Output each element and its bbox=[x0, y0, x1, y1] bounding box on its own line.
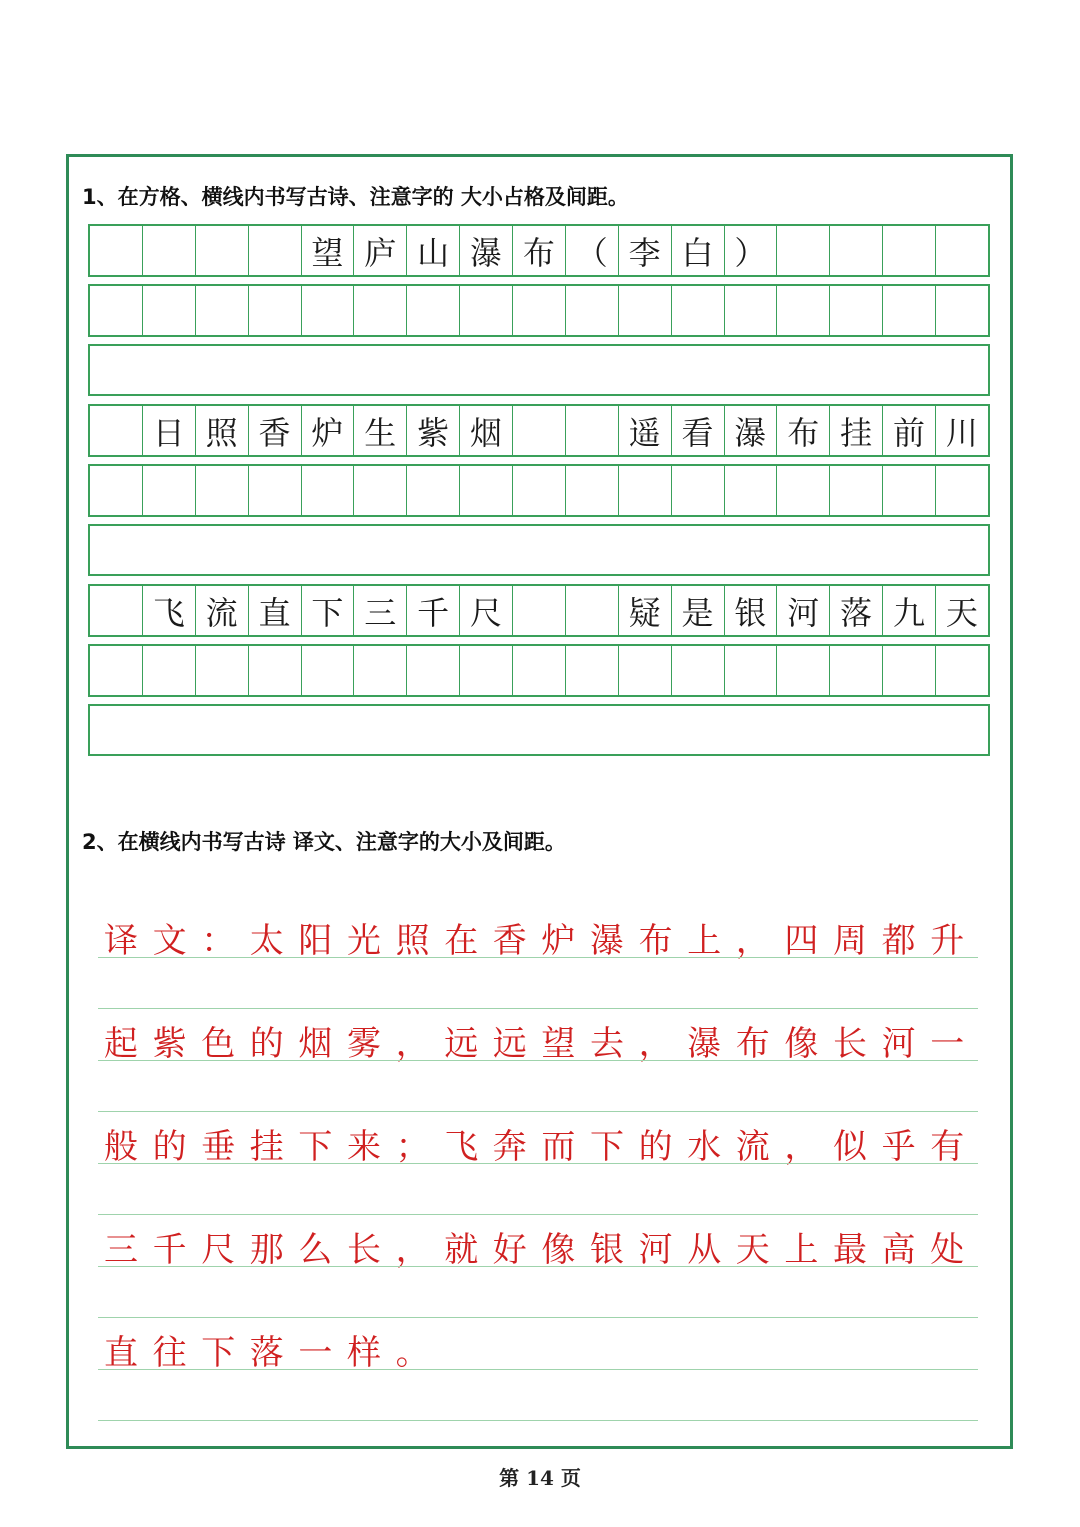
grid-cell bbox=[935, 286, 988, 335]
grid-cell bbox=[565, 406, 618, 455]
grid-cell bbox=[512, 406, 565, 455]
grid-cell bbox=[195, 286, 248, 335]
grid-cell: （ bbox=[565, 226, 618, 275]
grid-cell: 遥 bbox=[618, 406, 671, 455]
grid-cell bbox=[142, 226, 195, 275]
grid-cell: 看 bbox=[671, 406, 724, 455]
grid-cell: 银 bbox=[724, 586, 777, 635]
grid-cell bbox=[459, 286, 512, 335]
ruled-line bbox=[98, 1060, 978, 1061]
grid-row-practice bbox=[88, 644, 990, 697]
ruled-line bbox=[98, 1369, 978, 1370]
ruled-line bbox=[98, 1111, 978, 1112]
translation-line-3: 般的垂挂下来；飞奔而下的水流，似乎有 bbox=[104, 1127, 979, 1167]
ruled-line bbox=[98, 957, 978, 958]
grid-row-verse-1 bbox=[88, 404, 990, 457]
grid-cell bbox=[248, 286, 301, 335]
grid-cell bbox=[565, 466, 618, 515]
grid-row-practice bbox=[88, 284, 990, 337]
grid-cell bbox=[142, 646, 195, 695]
writing-line-box bbox=[88, 704, 990, 756]
grid-cell bbox=[829, 286, 882, 335]
grid-cell bbox=[565, 646, 618, 695]
grid-cell: 下 bbox=[301, 586, 354, 635]
grid-cell bbox=[142, 286, 195, 335]
grid-cell bbox=[776, 226, 829, 275]
grid-cell: 布 bbox=[512, 226, 565, 275]
grid-cell bbox=[90, 646, 142, 695]
ruled-line bbox=[98, 1317, 978, 1318]
grid-cell: 烟 bbox=[459, 406, 512, 455]
grid-cell: 山 bbox=[406, 226, 459, 275]
grid-cell bbox=[882, 226, 935, 275]
grid-cell: 照 bbox=[195, 406, 248, 455]
grid-cell bbox=[195, 646, 248, 695]
grid-cell: 日 bbox=[142, 406, 195, 455]
grid-cell: 流 bbox=[195, 586, 248, 635]
grid-cell: ） bbox=[724, 226, 777, 275]
grid-cell bbox=[829, 466, 882, 515]
grid-cell bbox=[776, 286, 829, 335]
grid-cell bbox=[671, 646, 724, 695]
grid-cell: 飞 bbox=[142, 586, 195, 635]
grid-cell bbox=[724, 646, 777, 695]
translation-line-4: 三千尺那么长，就好像银河从天上最高处 bbox=[104, 1230, 979, 1270]
grid-cell bbox=[935, 226, 988, 275]
grid-cell: 白 bbox=[671, 226, 724, 275]
grid-cell bbox=[248, 466, 301, 515]
writing-line-box bbox=[88, 344, 990, 396]
grid-cell bbox=[882, 286, 935, 335]
grid-cell bbox=[512, 586, 565, 635]
grid-cell: 挂 bbox=[829, 406, 882, 455]
grid-cell bbox=[406, 466, 459, 515]
grid-cell bbox=[724, 466, 777, 515]
grid-cell bbox=[459, 646, 512, 695]
grid-cell: 生 bbox=[353, 406, 406, 455]
section2-instruction: 2、在横线内书写古诗 译文、注意字的大小及间距。 bbox=[82, 830, 566, 854]
grid-row-verse-2 bbox=[88, 584, 990, 637]
grid-cell bbox=[671, 466, 724, 515]
translation-line-5: 直往下落一样。 bbox=[104, 1333, 445, 1373]
translation-line-2: 起紫色的烟雾，远远望去，瀑布像长河一 bbox=[104, 1024, 979, 1064]
ruled-line bbox=[98, 1008, 978, 1009]
grid-cell bbox=[724, 286, 777, 335]
grid-cell bbox=[353, 286, 406, 335]
grid-cell bbox=[935, 466, 988, 515]
grid-cell bbox=[195, 226, 248, 275]
grid-cell: 瀑 bbox=[459, 226, 512, 275]
ruled-line bbox=[98, 1163, 978, 1164]
grid-cell bbox=[248, 646, 301, 695]
grid-cell bbox=[829, 646, 882, 695]
grid-cell: 三 bbox=[353, 586, 406, 635]
grid-cell bbox=[90, 466, 142, 515]
grid-cell: 布 bbox=[776, 406, 829, 455]
grid-cell: 瀑 bbox=[724, 406, 777, 455]
translation-line-1: 译文：太阳光照在香炉瀑布上，四周都升 bbox=[104, 921, 979, 961]
grid-cell bbox=[776, 646, 829, 695]
ruled-line bbox=[98, 1420, 978, 1421]
section1-instruction: 1、在方格、横线内书写古诗、注意字的 大小占格及间距。 bbox=[82, 185, 629, 209]
grid-cell bbox=[301, 646, 354, 695]
grid-cell: 尺 bbox=[459, 586, 512, 635]
grid-row-practice bbox=[88, 464, 990, 517]
grid-cell: 直 bbox=[248, 586, 301, 635]
grid-cell bbox=[90, 226, 142, 275]
grid-cell: 李 bbox=[618, 226, 671, 275]
grid-cell: 九 bbox=[882, 586, 935, 635]
grid-cell bbox=[90, 406, 142, 455]
grid-cell bbox=[248, 226, 301, 275]
grid-cell: 庐 bbox=[353, 226, 406, 275]
grid-cell: 前 bbox=[882, 406, 935, 455]
grid-cell bbox=[142, 466, 195, 515]
grid-cell bbox=[829, 226, 882, 275]
grid-cell bbox=[406, 286, 459, 335]
grid-cell bbox=[565, 586, 618, 635]
grid-cell bbox=[512, 646, 565, 695]
grid-cell bbox=[935, 646, 988, 695]
grid-cell bbox=[882, 646, 935, 695]
grid-cell bbox=[301, 286, 354, 335]
grid-cell bbox=[90, 586, 142, 635]
grid-cell: 天 bbox=[935, 586, 988, 635]
writing-line-box bbox=[88, 524, 990, 576]
grid-cell bbox=[565, 286, 618, 335]
grid-cell: 是 bbox=[671, 586, 724, 635]
grid-cell bbox=[353, 646, 406, 695]
grid-cell bbox=[618, 286, 671, 335]
grid-cell bbox=[90, 286, 142, 335]
grid-cell bbox=[512, 466, 565, 515]
grid-cell: 疑 bbox=[618, 586, 671, 635]
grid-cell: 望 bbox=[301, 226, 354, 275]
grid-cell bbox=[406, 646, 459, 695]
grid-cell bbox=[671, 286, 724, 335]
grid-cell bbox=[512, 286, 565, 335]
grid-cell bbox=[618, 646, 671, 695]
grid-cell: 香 bbox=[248, 406, 301, 455]
grid-cell: 炉 bbox=[301, 406, 354, 455]
grid-cell: 河 bbox=[776, 586, 829, 635]
grid-cell bbox=[459, 466, 512, 515]
grid-cell: 川 bbox=[935, 406, 988, 455]
grid-cell bbox=[882, 466, 935, 515]
ruled-line bbox=[98, 1214, 978, 1215]
grid-cell: 紫 bbox=[406, 406, 459, 455]
page-number: 第 14 页 bbox=[499, 1466, 581, 1490]
grid-cell bbox=[776, 466, 829, 515]
grid-cell: 落 bbox=[829, 586, 882, 635]
grid-cell bbox=[353, 466, 406, 515]
grid-row-title bbox=[88, 224, 990, 277]
grid-cell bbox=[301, 466, 354, 515]
grid-cell bbox=[195, 466, 248, 515]
grid-cell bbox=[618, 466, 671, 515]
grid-cell: 千 bbox=[406, 586, 459, 635]
ruled-line bbox=[98, 1266, 978, 1267]
